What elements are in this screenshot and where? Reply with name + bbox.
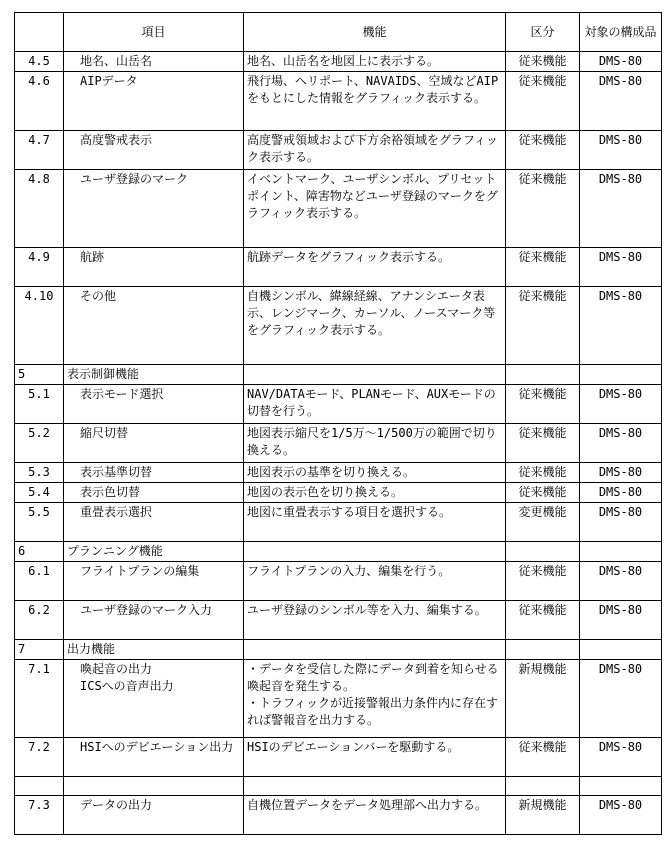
- category-cell: 従来機能: [506, 287, 580, 365]
- item-label: 表示モード選択: [80, 387, 164, 401]
- category-cell: [506, 640, 580, 660]
- item-cell: [64, 385, 244, 424]
- table-row: [15, 738, 662, 777]
- item-label: 地名、山岳名: [80, 54, 153, 68]
- table-row: [15, 170, 662, 248]
- category-cell: 従来機能: [506, 248, 580, 287]
- row-number: 4.9: [15, 248, 64, 287]
- component-cell: DMS-80: [580, 385, 662, 424]
- function-cell: [244, 483, 506, 503]
- category-cell: 従来機能: [506, 738, 580, 777]
- function-cell: [244, 601, 506, 640]
- item-cell: [64, 424, 244, 463]
- header-function: 機能: [244, 13, 506, 52]
- item-label: ユーザ登録のマーク入力: [80, 603, 213, 617]
- category-cell: 従来機能: [506, 483, 580, 503]
- table-row: [15, 52, 662, 72]
- item-cell: [64, 601, 244, 640]
- component-cell: [580, 777, 662, 796]
- table-row: [15, 424, 662, 463]
- function-text: ・トラフィックが近接警報出力条件内に存在すれば警報音を出力する。: [247, 696, 499, 727]
- component-cell: DMS-80: [580, 503, 662, 542]
- function-cell: [244, 796, 506, 835]
- item-label: ICSへの音声出力: [80, 679, 174, 693]
- table-row: [15, 385, 662, 424]
- item-label: HSIへのデビエーション出力: [80, 740, 234, 754]
- table-row: [15, 796, 662, 835]
- item-cell: [64, 170, 244, 248]
- function-text: イベントマーク、ユーザシンボル、プリセットポイント、障害物などユーザ登録のマークをグラフィック表示する。: [247, 172, 498, 220]
- item-cell: [64, 483, 244, 503]
- table-row: [15, 483, 662, 503]
- category-cell: 従来機能: [506, 385, 580, 424]
- header-item: 項目: [64, 13, 244, 52]
- section-number: 6: [15, 542, 64, 562]
- section-row: [15, 542, 662, 562]
- function-text: 高度警戒領域および下方余裕領域をグラフィック表示する。: [247, 133, 499, 164]
- item-label: 喚起音の出力: [80, 662, 153, 676]
- header-category: 区分: [506, 13, 580, 52]
- function-cell: [244, 660, 506, 738]
- category-cell: [506, 542, 580, 562]
- section-title: 表示制御機能: [64, 365, 244, 385]
- category-cell: 従来機能: [506, 562, 580, 601]
- table-row: [15, 72, 662, 131]
- header-row: [15, 13, 662, 52]
- category-cell: [506, 365, 580, 385]
- table-row: [15, 248, 662, 287]
- table-body: [15, 52, 662, 835]
- table-row: [15, 463, 662, 483]
- section-title: 出力機能: [64, 640, 244, 660]
- row-number: 4.10: [15, 287, 64, 365]
- function-text: 自機位置データをデータ処理部へ出力する。: [247, 798, 488, 812]
- component-cell: DMS-80: [580, 131, 662, 170]
- function-cell: [244, 738, 506, 777]
- component-cell: DMS-80: [580, 52, 662, 72]
- function-text: NAV/DATAモード、PLANモード、AUXモードの切替を行う。: [247, 387, 496, 418]
- section-row: [15, 365, 662, 385]
- component-cell: DMS-80: [580, 738, 662, 777]
- function-text: 飛行場、ヘリポート、NAVAIDS、空域などAIPをもとにした情報をグラフィック表示する。: [247, 74, 499, 105]
- function-text: 地図に重畳表示する項目を選択する。: [247, 505, 452, 519]
- function-text: 航跡データをグラフィック表示する。: [247, 250, 451, 264]
- section-row: [15, 640, 662, 660]
- item-label: 航跡: [80, 250, 105, 264]
- component-cell: [580, 542, 662, 562]
- category-cell: 従来機能: [506, 170, 580, 248]
- function-cell: [244, 640, 506, 660]
- item-cell: [64, 463, 244, 483]
- row-number: 4.7: [15, 131, 64, 170]
- component-cell: DMS-80: [580, 463, 662, 483]
- section-number: 5: [15, 365, 64, 385]
- item-label: ユーザ登録のマーク: [80, 172, 189, 186]
- function-cell: [244, 562, 506, 601]
- function-text: 地名、山岳名を地図上に表示する。: [247, 54, 440, 68]
- function-text: 地図表示の基準を切り換える。: [247, 465, 416, 479]
- function-cell: [244, 170, 506, 248]
- category-cell: 従来機能: [506, 463, 580, 483]
- row-number: 4.8: [15, 170, 64, 248]
- item-cell: [64, 796, 244, 835]
- item-label: 高度警戒表示: [80, 133, 153, 147]
- table-row: [15, 777, 662, 796]
- table-row: [15, 601, 662, 640]
- function-text: フライトプランの入力、編集を行う。: [247, 564, 451, 578]
- item-label: 縮尺切替: [80, 426, 129, 440]
- component-cell: [580, 640, 662, 660]
- component-cell: DMS-80: [580, 72, 662, 131]
- table-row: [15, 562, 662, 601]
- row-number: 6.2: [15, 601, 64, 640]
- row-number: 7.2: [15, 738, 64, 777]
- component-cell: DMS-80: [580, 601, 662, 640]
- row-number: [15, 777, 64, 796]
- row-number: 4.5: [15, 52, 64, 72]
- component-cell: DMS-80: [580, 796, 662, 835]
- component-cell: DMS-80: [580, 424, 662, 463]
- function-cell: [244, 131, 506, 170]
- function-text: 地図表示縮尺を1/5万～1/500万の範囲で切り換える。: [247, 426, 497, 457]
- header-no: [15, 13, 64, 52]
- function-text: ・データを受信した際にデータ到着を知らせる喚起音を発生する。: [247, 662, 499, 693]
- row-number: 5.2: [15, 424, 64, 463]
- function-cell: [244, 777, 506, 796]
- category-cell: 従来機能: [506, 601, 580, 640]
- row-number: 7.3: [15, 796, 64, 835]
- item-cell: [64, 287, 244, 365]
- item-cell: [64, 131, 244, 170]
- item-label: 重畳表示選択: [80, 505, 153, 519]
- row-number: 5.5: [15, 503, 64, 542]
- component-cell: DMS-80: [580, 248, 662, 287]
- item-label: 表示色切替: [80, 485, 141, 499]
- component-cell: DMS-80: [580, 483, 662, 503]
- row-number: 7.1: [15, 660, 64, 738]
- component-cell: DMS-80: [580, 170, 662, 248]
- function-text: ユーザ登録のシンボル等を入力、編集する。: [247, 603, 487, 617]
- component-cell: DMS-80: [580, 287, 662, 365]
- item-cell: [64, 248, 244, 287]
- category-cell: 変更機能: [506, 503, 580, 542]
- function-cell: [244, 365, 506, 385]
- function-cell: [244, 503, 506, 542]
- row-number: 5.3: [15, 463, 64, 483]
- function-table: [14, 12, 662, 835]
- header-component: 対象の構成品: [580, 13, 662, 52]
- section-number: 7: [15, 640, 64, 660]
- component-cell: [580, 365, 662, 385]
- section-title: プランニング機能: [64, 542, 244, 562]
- function-cell: [244, 52, 506, 72]
- function-text: 地図の表示色を切り換える。: [247, 485, 404, 499]
- item-label: 表示基準切替: [80, 465, 153, 479]
- table-row: [15, 131, 662, 170]
- item-cell: [64, 503, 244, 542]
- function-cell: [244, 542, 506, 562]
- function-cell: [244, 248, 506, 287]
- item-label: AIPデータ: [80, 74, 138, 88]
- function-cell: [244, 287, 506, 365]
- table-row: [15, 287, 662, 365]
- row-number: 5.4: [15, 483, 64, 503]
- function-text: 自機シンボル、緯線経線、アナンシエータ表示、レンジマーク、カーソル、ノースマーク等をグラフィック表示する。: [247, 289, 496, 337]
- function-cell: [244, 72, 506, 131]
- item-cell: [64, 52, 244, 72]
- function-cell: [244, 463, 506, 483]
- table-row: [15, 660, 662, 738]
- item-label: その他: [80, 289, 117, 303]
- component-cell: DMS-80: [580, 660, 662, 738]
- item-label: フライトプランの編集: [80, 564, 200, 578]
- function-cell: [244, 424, 506, 463]
- function-text: HSIのデビエーションバーを駆動する。: [247, 740, 460, 754]
- item-cell: [64, 562, 244, 601]
- function-cell: [244, 385, 506, 424]
- row-number: 6.1: [15, 562, 64, 601]
- item-label: データの出力: [80, 798, 153, 812]
- row-number: 5.1: [15, 385, 64, 424]
- item-cell: [64, 72, 244, 131]
- table-row: [15, 503, 662, 542]
- category-cell: 従来機能: [506, 131, 580, 170]
- category-cell: 従来機能: [506, 52, 580, 72]
- item-cell: [64, 660, 244, 738]
- row-number: 4.6: [15, 72, 64, 131]
- category-cell: 従来機能: [506, 72, 580, 131]
- category-cell: 新規機能: [506, 796, 580, 835]
- item-cell: [64, 738, 244, 777]
- category-cell: 新規機能: [506, 660, 580, 738]
- component-cell: DMS-80: [580, 562, 662, 601]
- item-cell: [64, 777, 244, 796]
- category-cell: 従来機能: [506, 424, 580, 463]
- category-cell: [506, 777, 580, 796]
